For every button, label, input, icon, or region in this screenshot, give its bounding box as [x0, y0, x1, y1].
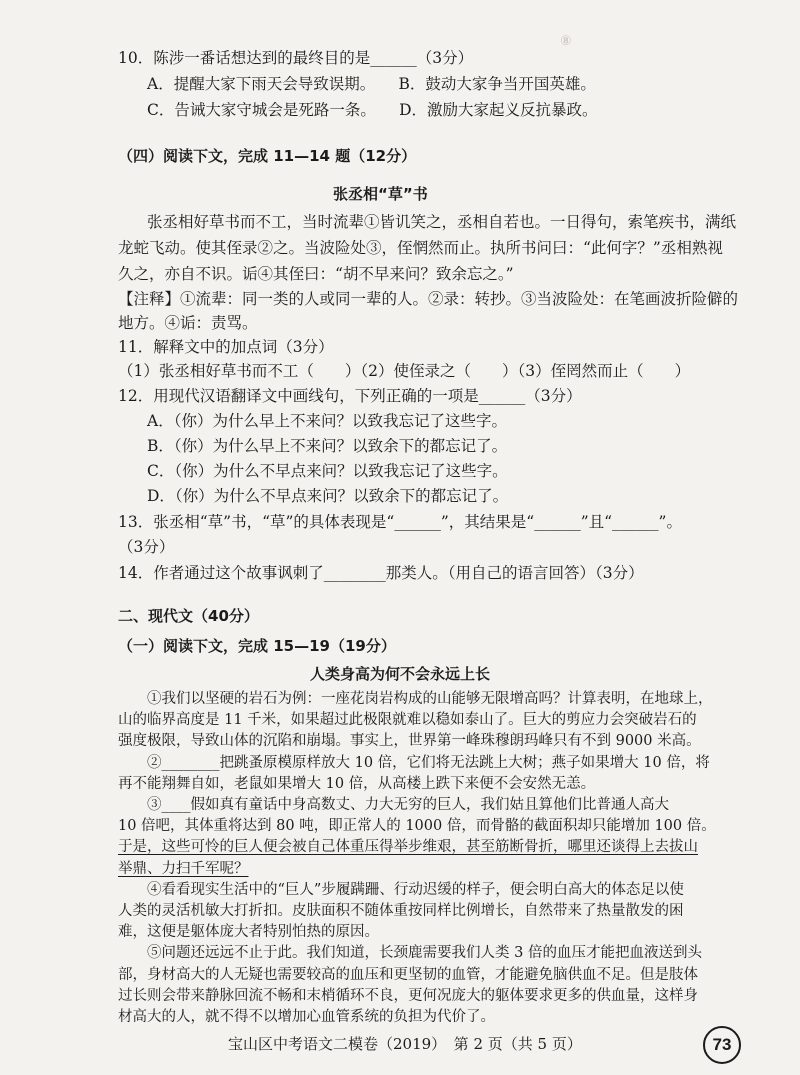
passage-title: 张丞相“草”书	[333, 185, 428, 203]
paragraph-line: 人类的灵活机敏大打折扣。皮肤面积不随体重按同样比例增长，自然带来了热量散发的困	[118, 903, 684, 919]
paragraph-line: ③____假如真有童话中身高数丈、力大无穷的巨人，我们姑且算他们比普通人高大	[147, 797, 669, 813]
passage-line: 龙蛇飞动。使其侄录②之。当波险处③，侄惘然而止。执所书问曰：“此何字？”丞相熟视	[118, 239, 723, 257]
paragraph-line: ②________把跳蚤原模原样放大 10 倍，它们将无法跳上大树；燕子如果增大 10 倍，将	[147, 755, 710, 771]
paragraph-line: 过长则会带来静脉回流不畅和末梢循环不良，更何况庞大的躯体要求更多的供血量，这样身	[118, 988, 698, 1004]
option-b: B．（你）为什么早上不来问？以致余下的都忘记了。	[147, 437, 508, 455]
question-13-score: （3分）	[118, 538, 175, 556]
question-10: 10．陈涉一番话想达到的最终目的是______（3分）	[118, 49, 474, 67]
subsection-heading: （一）阅读下文，完成 15—19（19分）	[118, 637, 396, 655]
paragraph-line: 难，这便是躯体庞大者特别怕热的原因。	[118, 924, 379, 940]
underlined-sentence: 举鼎、力扫千军呢？	[118, 861, 249, 877]
paragraph-line: 材高大的人，就不得不以增加心血管系统的负担为代价了。	[118, 1009, 495, 1025]
option-c: C．（你）为什么不早点来问？以致我忘记了这些字。	[147, 462, 508, 480]
paragraph-line: ①我们以坚硬的岩石为例：一座花岗岩构成的山能够无限增高吗？计算表明，在地球上，	[147, 691, 713, 707]
paragraph-line: 10 倍吧，其体重将达到 80 吨，即正常人的 1000 倍，而骨骼的截面积却只能增加 100 倍。	[118, 818, 716, 834]
question-13: 13．张丞相“草”书，“草”的具体表现是“______”，其结果是“______”且“______”。	[118, 513, 682, 531]
passage-title: 人类身高为何不会永远上长	[310, 665, 491, 683]
paragraph-line: ⑤问题还远远不止于此。我们知道，长颈鹿需要我们人类 3 倍的血压才能把血液送到头	[147, 945, 702, 961]
page-badge: 73	[703, 1026, 741, 1064]
bleed-through	[520, 150, 637, 169]
underlined-sentence: 于是，这些可怜的巨人便会被自己体重压得举步维艰，甚至筋断骨折，哪里还谈得上去拔山	[118, 839, 698, 855]
option-d: D．（你）为什么不早点来问？以致余下的都忘记了。	[147, 487, 509, 505]
paragraph-line: 再不能翔舞自如，老鼠如果增大 10 倍，从高楼上跌下来便不会安然无恙。	[118, 776, 596, 792]
question-11-items: （1）张丞相好草书而不工（ ）（2）使侄录之（ ）（3）侄罔然而止（ ）	[118, 362, 691, 380]
bleed-through: ⑧	[560, 34, 676, 49]
paragraph-line: ④看看现实生活中的“巨人”步履蹒跚、行动迟缓的样子，便会明白高大的体态足以使	[147, 882, 684, 898]
option-row: A．提醒大家下雨天会导致误期。 B．鼓动大家争当开国英雄。	[147, 75, 596, 93]
paragraph-line: 强度极限，导致山体的沉陷和崩塌。事实上，世界第一峰珠穆朗玛峰只有不到 9000 米高。	[118, 733, 701, 749]
question-14: 14．作者通过这个故事讽刺了________那类人。（用自己的语言回答）（3分）	[118, 564, 644, 582]
option-row: C．告诫大家守城会是死路一条。 D．激励大家起义反抗暴政。	[147, 101, 598, 119]
section-heading: （四）阅读下文，完成 11—14 题（12分）	[118, 147, 417, 165]
paragraph-line: 部，身材高大的人无疑也需要较高的血压和更坚韧的血管，才能避免脑供血不足。但是肢体	[118, 967, 698, 983]
question-12: 12．用现代汉语翻译文中画线句，下列正确的一项是______（3分）	[118, 387, 582, 405]
page-footer: 宝山区中考语文二模卷（2019） 第 2 页（共 5 页）	[228, 1035, 582, 1053]
passage-line: 久之，亦自不识。诟④其侄曰：“胡不早来问？致余忘之。”	[118, 265, 514, 283]
option-a: A．（你）为什么早上不来问？以致我忘记了这些字。	[147, 412, 507, 430]
annotation-line: 【注释】①流辈：同一类的人或同一辈的人。②录：转抄。③当波险处：在笔画波折险僻的	[118, 290, 739, 308]
question-11: 11．解释文中的加点词（3分）	[118, 338, 334, 356]
annotation-line: 地方。④诟：责骂。	[118, 314, 258, 332]
paragraph-line: 山的临界高度是 11 千米，如果超过此极限就难以稳如泰山了。巨大的剪应力会突破岩石的	[118, 712, 697, 728]
section-heading: 二、现代文（40分）	[118, 607, 259, 625]
passage-line: 张丞相好草书而不工，当时流辈①皆讥笑之，丞相自若也。一日得句，索笔疾书，满纸	[147, 213, 737, 231]
